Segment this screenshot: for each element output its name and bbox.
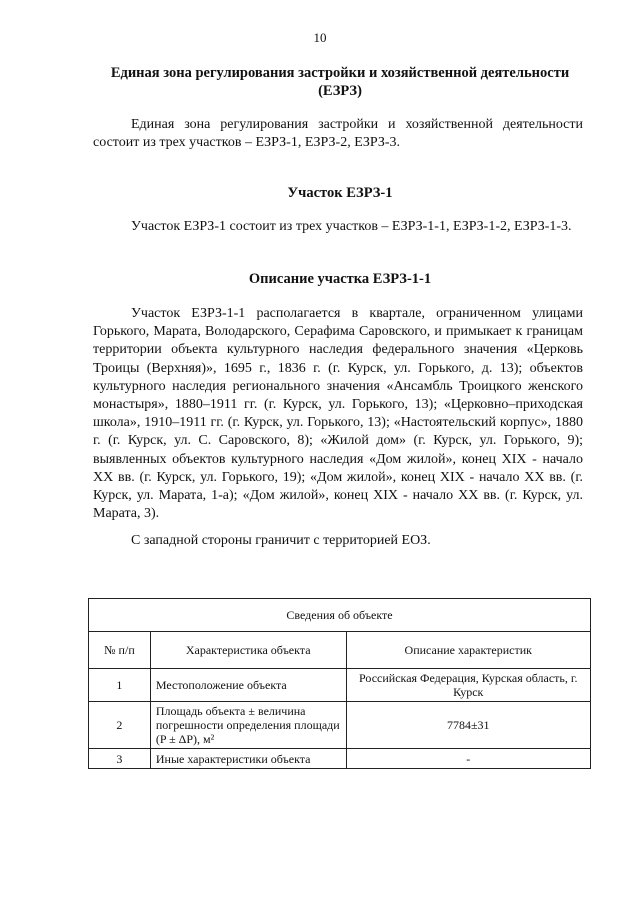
row-number: 2 [89, 702, 151, 749]
row-description: - [346, 749, 590, 769]
header-number: № п/п [89, 632, 151, 669]
table-row [89, 702, 591, 749]
heading-line-1: Единая зона регулирования застройки и хозяйственной деятельности [110, 65, 570, 81]
intro-paragraph: Единая зона регулирования застройки и хозяйственной деятельности состоит из трех участков – ЕЗРЗ-1, ЕЗРЗ-2, ЕЗРЗ-3. [93, 117, 583, 151]
heading-line-2: (ЕЗРЗ) [318, 83, 362, 99]
table-row [89, 749, 591, 769]
table-row [89, 669, 591, 702]
row-number: 1 [89, 669, 151, 702]
section-title-ezrz-1: Участок ЕЗРЗ-1 [287, 185, 393, 201]
row-characteristic: Местоположение объекта [150, 669, 346, 702]
row-description: 7784±31 [346, 702, 590, 749]
western-border-paragraph: С западной стороны граничит с территорией ЕОЗ. [131, 533, 431, 548]
row-number: 3 [89, 749, 151, 769]
object-info-table [88, 598, 591, 769]
row-description: Российская Федерация, Курская область, г. Курск [346, 669, 590, 702]
page-number: 10 [313, 30, 327, 45]
section-ezrz-1-paragraph: Участок ЕЗРЗ-1 состоит из трех участков – ЕЗРЗ-1-1, ЕЗРЗ-1-2, ЕЗРЗ-1-3. [131, 219, 572, 234]
table-caption-row [89, 599, 591, 632]
document-heading [80, 64, 600, 100]
table-header-row [89, 632, 591, 669]
header-characteristic: Характеристика объекта [150, 632, 346, 669]
description-paragraph: Участок ЕЗРЗ-1-1 располагается в квартале, ограниченном улицами Горького, Марата, Володарского, Серафима Саровского, и примыкает к границам территории объекта культурного наследия федерального значения «Церковь Троицы (Верхняя)», 1695 г., 1836 г. (г. Курск, ул. Горького, д. 13); объектов культурного наследия регионального значения «Ансамбль Троицкого женского монастыря», 1880–1911 гг. (г. Курск, ул. Горького, 13); «Церковно–приходская школа», 1910–1911 гг. (г. Курск, ул. Горького, 13); «Настоятельский корпус», 1880 г. (г. Курск, ул. С. Саровского, 8); «Жилой дом» (г. Курск, ул. Горького, 9); выявленных объектов культурного наследия «Дом жилой», конец XIX - начало XX вв. (г. Курск, ул. Горького, 19); «Дом жилой», конец XIX - начало XX вв. (г. Курск, ул. Марата, 1-а); «Дом жилой», конец XIX - начало XX вв. (г. Курск, ул. Марата, 3). [93, 306, 583, 522]
row-characteristic: Площадь объекта ± величина погрешности определения площади (P ± ΔP), м² [150, 702, 346, 749]
section-title-ezrz-1-1: Описание участка ЕЗРЗ-1-1 [248, 271, 432, 287]
header-description: Описание характеристик [346, 632, 590, 669]
row-characteristic: Иные характеристики объекта [150, 749, 346, 769]
table-caption: Сведения об объекте [89, 599, 591, 632]
